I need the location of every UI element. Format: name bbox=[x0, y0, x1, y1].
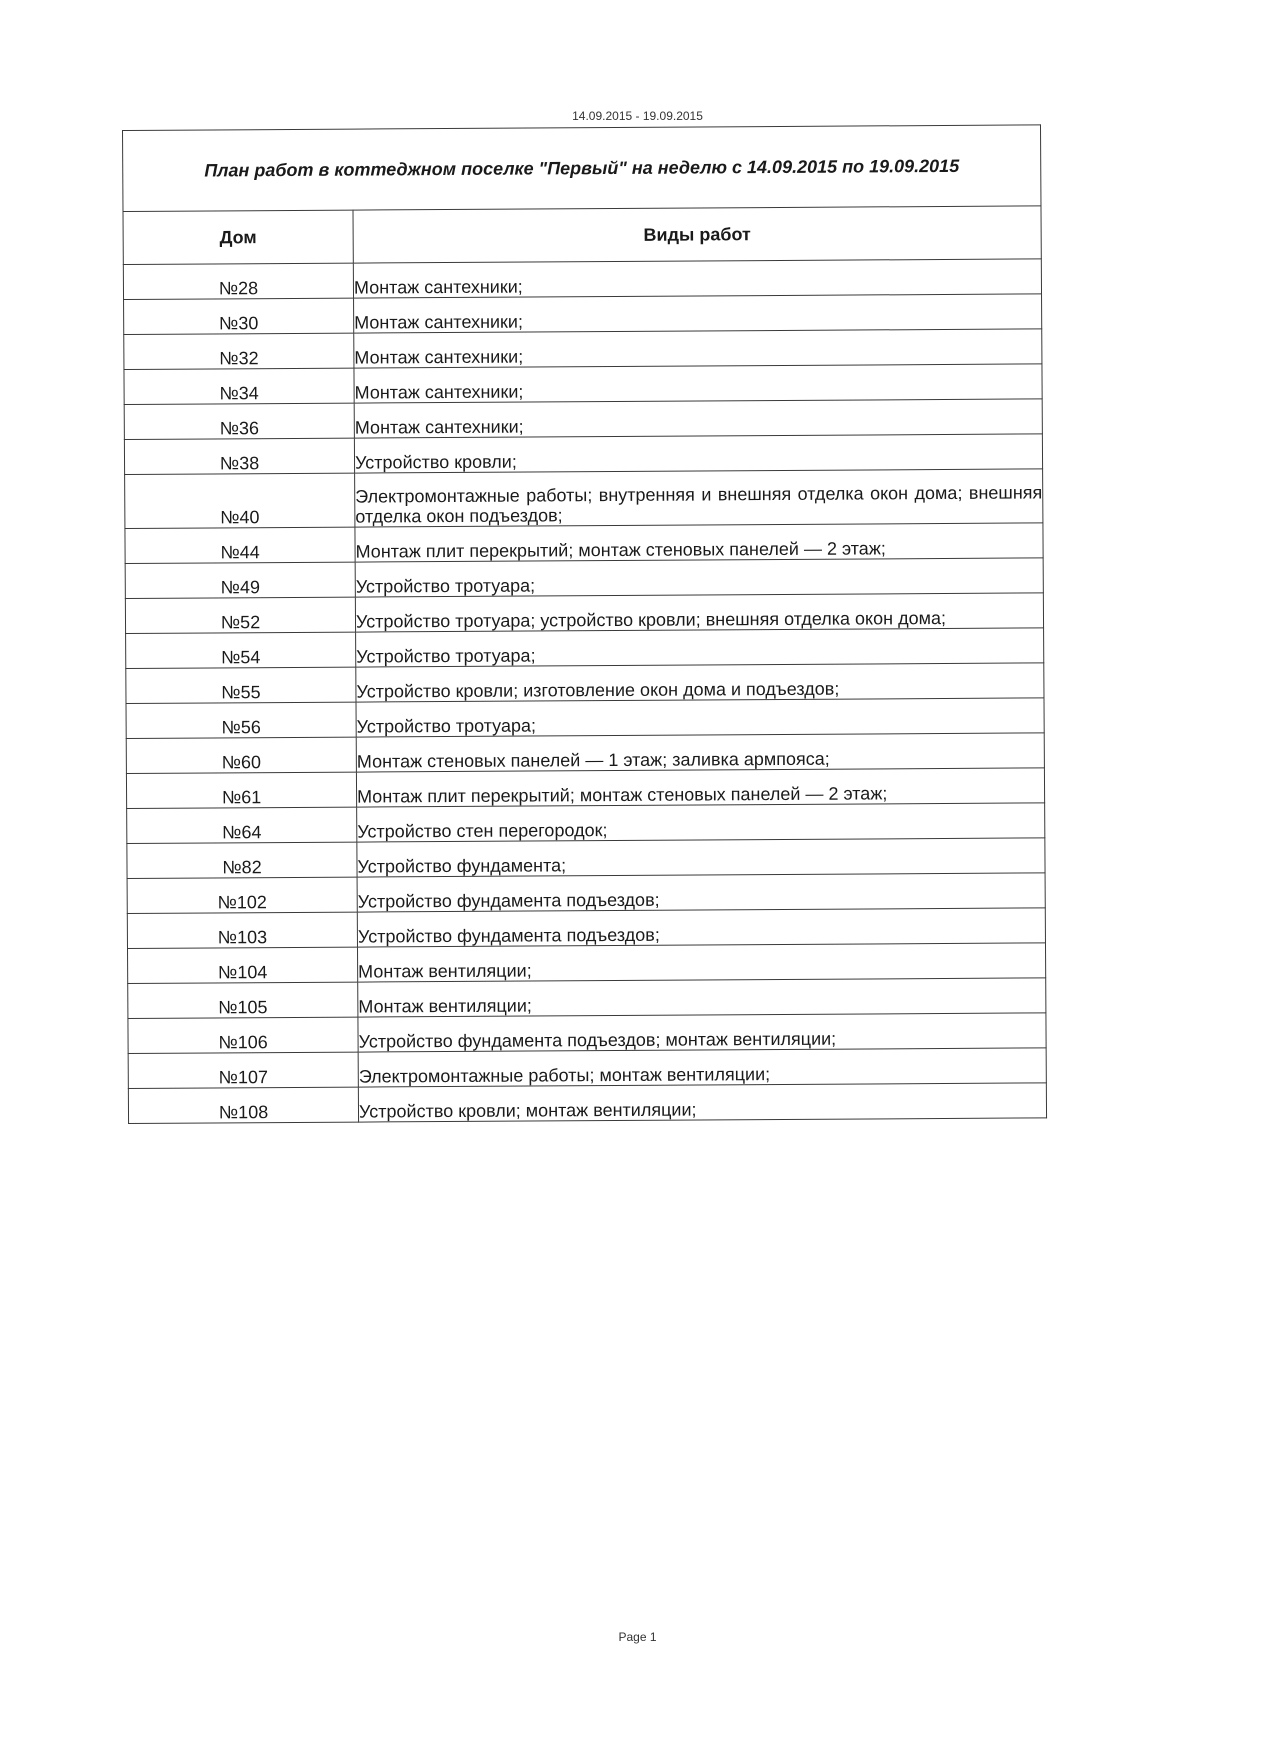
work-types-cell: Устройство тротуара; bbox=[356, 628, 1044, 667]
house-number-cell: №108 bbox=[128, 1087, 358, 1123]
work-types-cell: Устройство кровли; изготовление окон дома и подъездов; bbox=[356, 663, 1044, 702]
table-row bbox=[127, 838, 1045, 879]
house-number-cell: №102 bbox=[127, 877, 357, 913]
table-title: План работ в коттеджном поселке "Первый" на неделю с 14.09.2015 по 19.09.2015 bbox=[123, 125, 1041, 212]
house-number-cell: №55 bbox=[126, 667, 356, 703]
house-number-cell: №36 bbox=[124, 403, 354, 439]
house-number-cell: №105 bbox=[128, 982, 358, 1018]
work-types-cell: Устройство стен перегородок; bbox=[357, 803, 1045, 842]
house-number-cell: №107 bbox=[128, 1052, 358, 1088]
work-types-cell: Устройство фундамента; bbox=[357, 838, 1045, 877]
house-number-cell: №104 bbox=[127, 947, 357, 983]
work-types-cell: Устройство тротуара; bbox=[356, 698, 1044, 737]
table-row bbox=[124, 364, 1042, 405]
table-row bbox=[125, 469, 1043, 529]
work-types-cell: Монтаж сантехники; bbox=[354, 329, 1042, 368]
house-number-cell: №34 bbox=[124, 368, 354, 404]
table-row bbox=[127, 908, 1045, 949]
table-row bbox=[124, 399, 1042, 440]
work-types-cell: Монтаж сантехники; bbox=[354, 399, 1042, 438]
table-row bbox=[126, 768, 1044, 809]
house-number-cell: №60 bbox=[126, 737, 356, 773]
work-types-cell: Монтаж вентиляции; bbox=[357, 943, 1045, 982]
table-row bbox=[125, 558, 1043, 599]
work-types-cell: Монтаж сантехники; bbox=[353, 259, 1041, 298]
house-number-cell: №56 bbox=[126, 702, 356, 738]
table-row bbox=[128, 1048, 1046, 1089]
column-header-house: Дом bbox=[123, 210, 353, 264]
table-row bbox=[124, 329, 1042, 370]
table-row bbox=[126, 733, 1044, 774]
work-types-cell: Устройство фундамента подъездов; bbox=[357, 908, 1045, 947]
house-number-cell: №103 bbox=[127, 912, 357, 948]
table-row bbox=[126, 663, 1044, 704]
work-types-cell: Устройство фундамента подъездов; bbox=[357, 873, 1045, 912]
table-row bbox=[123, 259, 1041, 300]
table-row bbox=[128, 978, 1046, 1019]
house-number-cell: №32 bbox=[124, 333, 354, 369]
work-types-cell: Устройство тротуара; устройство кровли; внешняя отделка окон дома; bbox=[355, 593, 1043, 632]
column-header-work: Виды работ bbox=[353, 206, 1041, 263]
work-types-cell: Устройство кровли; монтаж вентиляции; bbox=[358, 1083, 1046, 1122]
page-number: Page 1 bbox=[618, 1630, 657, 1644]
work-types-cell: Устройство тротуара; bbox=[355, 558, 1043, 597]
house-number-cell: №106 bbox=[128, 1017, 358, 1053]
work-types-cell: Монтаж сантехники; bbox=[354, 294, 1042, 333]
work-types-cell: Электромонтажные работы; внутренняя и внешняя отделка окон дома; внешняя отделка окон подъездов; bbox=[355, 469, 1043, 527]
house-number-cell: №44 bbox=[125, 527, 355, 563]
table-row bbox=[126, 628, 1044, 669]
work-types-cell: Электромонтажные работы; монтаж вентиляции; bbox=[358, 1048, 1046, 1087]
house-number-cell: №38 bbox=[124, 438, 354, 474]
table-row bbox=[127, 943, 1045, 984]
house-number-cell: №30 bbox=[124, 298, 354, 334]
house-number-cell: №52 bbox=[125, 597, 355, 633]
house-number-cell: №40 bbox=[125, 473, 355, 528]
table-row bbox=[127, 873, 1045, 914]
work-types-cell: Монтаж вентиляции; bbox=[358, 978, 1046, 1017]
house-number-cell: №54 bbox=[126, 632, 356, 668]
work-types-cell: Монтаж стеновых панелей — 1 этаж; заливка армпояса; bbox=[356, 733, 1044, 772]
work-types-cell: Устройство фундамента подъездов; монтаж вентиляции; bbox=[358, 1013, 1046, 1052]
work-types-cell: Монтаж сантехники; bbox=[354, 364, 1042, 403]
table-row bbox=[127, 803, 1045, 844]
work-types-cell: Монтаж плит перекрытий; монтаж стеновых панелей — 2 этаж; bbox=[356, 768, 1044, 807]
table-row bbox=[128, 1013, 1046, 1054]
page-header-date-range: 14.09.2015 - 19.09.2015 bbox=[572, 109, 703, 123]
work-plan-sheet bbox=[122, 124, 1046, 1124]
title-row bbox=[123, 125, 1041, 212]
table-row bbox=[125, 523, 1043, 564]
house-number-cell: №61 bbox=[126, 772, 356, 808]
work-types-cell: Устройство кровли; bbox=[354, 434, 1042, 473]
table-row bbox=[126, 698, 1044, 739]
table-row bbox=[125, 593, 1043, 634]
work-types-cell: Монтаж плит перекрытий; монтаж стеновых панелей — 2 этаж; bbox=[355, 523, 1043, 562]
house-number-cell: №64 bbox=[127, 807, 357, 843]
header-row bbox=[123, 206, 1041, 265]
house-number-cell: №82 bbox=[127, 842, 357, 878]
house-number-cell: №49 bbox=[125, 562, 355, 598]
table-row bbox=[128, 1083, 1046, 1124]
table-row bbox=[124, 294, 1042, 335]
house-number-cell: №28 bbox=[123, 263, 353, 299]
work-plan-table bbox=[122, 124, 1047, 1124]
table-row bbox=[124, 434, 1042, 475]
